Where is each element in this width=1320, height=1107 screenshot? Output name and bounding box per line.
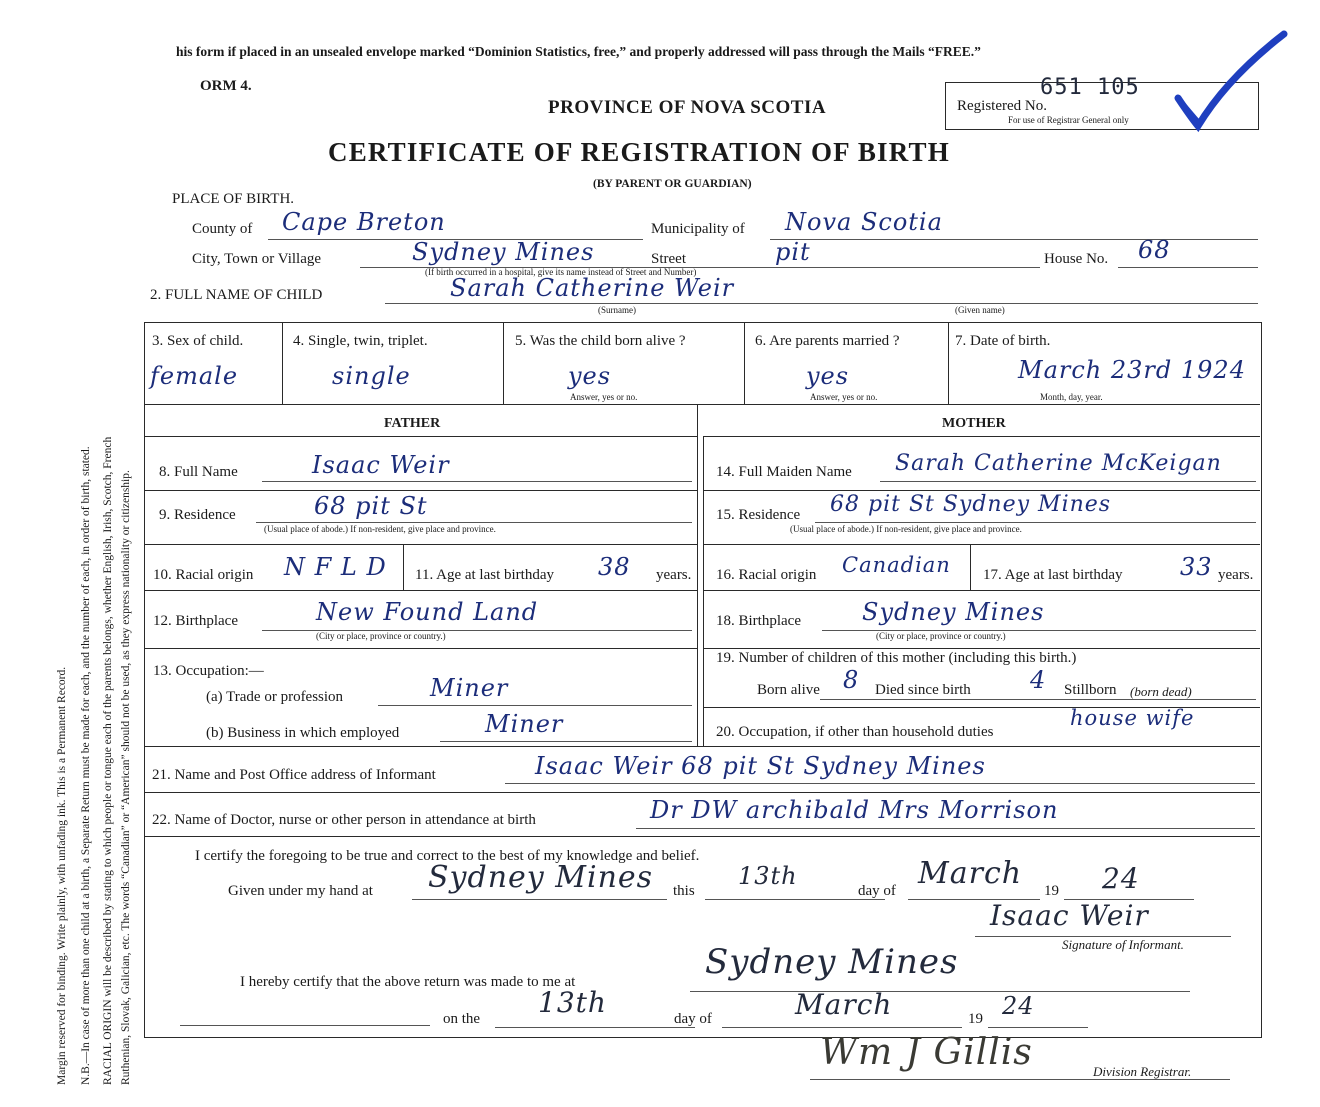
father-residence-label: 9. Residence — [159, 507, 236, 523]
reg-year-value: 24 — [1002, 992, 1035, 1020]
street-value: pit — [775, 238, 811, 266]
child-name-value: Sarah Catherine Weir — [450, 274, 735, 302]
form-number: ORM 4. — [200, 78, 252, 94]
died-value: 4 — [1030, 666, 1047, 694]
signature-label: Signature of Informant. — [1062, 937, 1184, 952]
mother-age-label: 17. Age at last birthday — [983, 567, 1123, 583]
father-heading: FATHER — [384, 416, 441, 431]
stillborn-label: Stillborn — [1064, 682, 1117, 698]
side-note-3: RACIAL ORIGIN will be described by stating to which people or tongue each of the parents belongs, whether English, Irish, Scotch, French — [102, 436, 114, 1085]
side-note-1: Margin reserved for binding. Write plainly, with unfading ink. This is a Permanent Record. — [56, 666, 68, 1085]
father-business-label: (b) Business in which employed — [206, 725, 400, 741]
multiplicity-value: single — [332, 362, 411, 390]
child-name-label: 2. FULL NAME OF CHILD — [150, 287, 323, 303]
father-age-value: 38 — [598, 553, 631, 581]
informant-signature: Isaac Weir — [990, 899, 1149, 932]
house-label: House No. — [1044, 251, 1109, 267]
married-label: 6. Are parents married ? — [755, 333, 900, 349]
reg-day-value: 13th — [538, 986, 607, 1019]
given-label: Given under my hand at — [228, 883, 373, 899]
dob-label: 7. Date of birth. — [955, 333, 1051, 349]
father-occupation-label: 13. Occupation:— — [153, 663, 264, 679]
mail-notice: his form if placed in an unsealed envelope marked “Dominion Statistics, free,” and properly addressed will pass through the Mails “FREE.” — [176, 44, 981, 59]
this-label: this — [673, 883, 695, 899]
sex-label: 3. Sex of child. — [152, 333, 244, 349]
father-birthplace-value: New Found Land — [316, 598, 539, 626]
certify-text: I certify the foregoing to be true and correct to the best of my knowledge and belief. — [195, 848, 700, 864]
father-racial-label: 10. Racial origin — [153, 567, 254, 583]
informant-value: Isaac Weir 68 pit St Sydney Mines — [535, 752, 986, 780]
stillborn-note: (born dead) — [1130, 684, 1192, 699]
died-label: Died since birth — [875, 682, 971, 698]
doctor-value: Dr DW archibald Mrs Morrison — [650, 796, 1059, 824]
mother-occupation-label: 20. Occupation, if other than household duties — [716, 724, 994, 740]
given-place-value: Sydney Mines — [428, 860, 654, 895]
father-name-value: Isaac Weir — [312, 451, 450, 479]
registrar-signature: Wm J Gillis — [820, 1032, 1033, 1073]
reg-day-of-label: day of — [674, 1011, 712, 1027]
mother-years: years. — [1218, 567, 1254, 583]
mother-residence-caption: (Usual place of abode.) If non-resident, give place and province. — [790, 524, 1022, 534]
mother-residence-value: 68 pit St Sydney Mines — [830, 492, 1112, 517]
mother-racial-value: Canadian — [842, 553, 951, 577]
month-value: March — [918, 856, 1023, 891]
page-subtitle: (BY PARENT OR GUARDIAN) — [593, 178, 752, 190]
alive-caption: Answer, yes or no. — [570, 392, 638, 402]
mother-age-value: 33 — [1180, 553, 1213, 581]
alive-label: 5. Was the child born alive ? — [515, 333, 686, 349]
multiplicity-label: 4. Single, twin, triplet. — [293, 333, 428, 349]
married-value: yes — [806, 362, 850, 390]
doctor-label: 22. Name of Doctor, nurse or other person in attendance at birth — [152, 812, 536, 828]
mother-name-value: Sarah Catherine McKeigan — [895, 451, 1222, 476]
dob-caption: Month, day, year. — [1040, 392, 1103, 402]
city-label: City, Town or Village — [192, 251, 322, 267]
registrar-certify-text: I hereby certify that the above return was made to me at — [240, 974, 576, 990]
father-age-label: 11. Age at last birthday — [415, 567, 554, 583]
page-title: CERTIFICATE OF REGISTRATION OF BIRTH — [328, 137, 950, 167]
hospital-note: (If birth occurred in a hospital, give its name instead of Street and Number) — [425, 267, 697, 277]
registrar-place-value: Sydney Mines — [705, 942, 959, 982]
father-racial-value: N F L D — [284, 553, 387, 581]
side-note-2: N.B.—In case of more than one child at a birth, a Separate Return must be made for each, and the number of each, in order of birth, stated. — [80, 446, 92, 1085]
check-mark-icon — [1172, 28, 1292, 138]
father-residence-caption: (Usual place of abode.) If non-resident, give place and province. — [264, 524, 496, 534]
born-alive-value: 8 — [843, 666, 860, 694]
registered-number: 651 105 — [1040, 75, 1140, 100]
city-value: Sydney Mines — [412, 238, 595, 266]
reg-month-value: March — [795, 988, 893, 1021]
mother-birthplace-caption: (City or place, province or country.) — [876, 631, 1006, 641]
street-label: Street — [651, 251, 686, 267]
side-note-4: Ruthenian, Slovak, Galician, etc. The words “Canadian” or “American” should not be used, as they express nationality or citizenship. — [120, 470, 132, 1085]
sex-value: female — [150, 362, 239, 390]
mother-racial-label: 16. Racial origin — [716, 567, 817, 583]
father-business-value: Miner — [485, 710, 564, 738]
house-value: 68 — [1138, 236, 1171, 264]
day-value: 13th — [738, 862, 798, 890]
mother-children-label: 19. Number of children of this mother (including this birth.) — [716, 650, 1077, 666]
father-residence-value: 68 pit St — [314, 492, 428, 520]
reg-year-prefix: 19 — [968, 1011, 983, 1027]
born-alive-label: Born alive — [757, 682, 820, 698]
on-the-label: on the — [443, 1011, 481, 1027]
mother-residence-label: 15. Residence — [716, 507, 801, 523]
father-trade-value: Miner — [430, 674, 509, 702]
informant-label: 21. Name and Post Office address of Informant — [152, 767, 436, 783]
municipality-value: Nova Scotia — [785, 208, 943, 236]
place-heading: PLACE OF BIRTH. — [172, 191, 295, 207]
county-label: County of — [192, 221, 253, 237]
mother-birthplace-value: Sydney Mines — [862, 598, 1045, 626]
father-years: years. — [656, 567, 692, 583]
father-birthplace-label: 12. Birthplace — [153, 613, 238, 629]
dob-value: March 23rd 1924 — [1018, 356, 1246, 384]
surname-caption: (Surname) — [598, 305, 636, 315]
father-birthplace-caption: (City or place, province or country.) — [316, 631, 446, 641]
registered-label: Registered No. — [957, 98, 1047, 114]
division-registrar-label: Division Registrar. — [1093, 1064, 1192, 1079]
municipality-label: Municipality of — [651, 221, 745, 237]
father-name-label: 8. Full Name — [159, 464, 238, 480]
year-value: 24 — [1102, 862, 1140, 895]
mother-heading: MOTHER — [942, 416, 1006, 431]
mother-name-label: 14. Full Maiden Name — [716, 464, 852, 480]
mother-occupation-value: house wife — [1070, 706, 1195, 730]
alive-value: yes — [568, 362, 612, 390]
province-heading: PROVINCE OF NOVA SCOTIA — [548, 97, 827, 118]
year-prefix: 19 — [1044, 883, 1059, 899]
married-caption: Answer, yes or no. — [810, 392, 878, 402]
registrar-note: For use of Registrar General only — [1008, 115, 1129, 125]
county-value: Cape Breton — [282, 208, 446, 236]
mother-birthplace-label: 18. Birthplace — [716, 613, 801, 629]
given-caption: (Given name) — [955, 305, 1005, 315]
day-of-label: day of — [858, 883, 896, 899]
father-trade-label: (a) Trade or profession — [206, 689, 344, 705]
